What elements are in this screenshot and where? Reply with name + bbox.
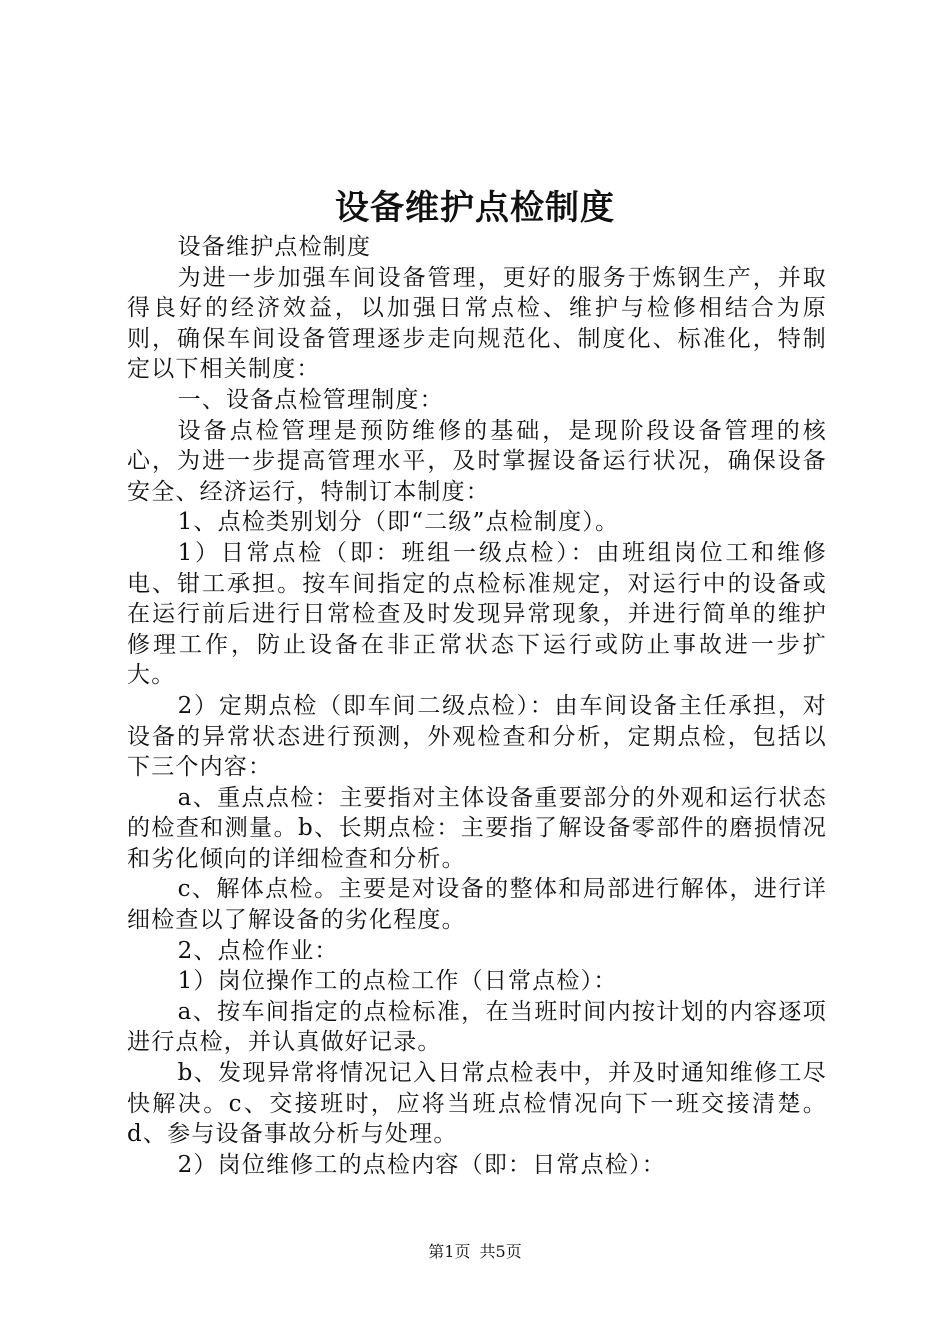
section-heading: 一、设备点检管理制度： — [177, 386, 444, 413]
page-footer — [0, 1241, 950, 1263]
paragraph: 设备维护点检制度 — [177, 234, 372, 260]
paragraph: c、解体点检。主要是对设备的整体和局部进行解体，进行详细检查以了解设备的劣化程度。 — [127, 876, 827, 934]
paragraph: 2）定期点检（即车间二级点检）：由车间设备主任承担，对设备的异常状态进行预测，外观检查和分析，定期点检，包括以下三个内容： — [127, 692, 827, 781]
paragraph: a、按车间指定的点检标准，在当班时间内按计划的内容逐项进行点检，并认真做好记录。 — [127, 998, 827, 1056]
page-number: 第1页 — [428, 1242, 471, 1261]
paragraph: 2）岗位维修工的点检内容（即：日常点检）： — [177, 1151, 666, 1178]
paragraph: 1、点检类别划分（即“二级”点检制度）。 — [177, 509, 620, 536]
document-body — [127, 232, 827, 1180]
paragraph: 1）日常点检（即：班组一级点检）：由班组岗位工和维修电、钳工承担。按车间指定的点检标准规定，对运行中的设备或在运行前后进行日常检查及时发现异常现象，并进行简单的维护修理工作，防止设备在非正常状态下运行或防止事故进一步扩大。 — [127, 539, 827, 689]
paragraph: a、重点点检：主要指对主体设备重要部分的外观和运行状态的检查和测量。b、长期点检：主要指了解设备零部件的磨损情况和劣化倾向的详细检查和分析。 — [127, 784, 827, 872]
paragraph: b、发现异常将情况记入日常点检表中，并及时通知维修工尽快解决。c、交接班时，应将当班点检情况向下一班交接清楚。d、参与设备事故分析与处理。 — [127, 1060, 827, 1148]
paragraph: 为进一步加强车间设备管理，更好的服务于炼钢生产，并取得良好的经济效益，以加强日常点检、维护与检修相结合为原则，确保车间设备管理逐步走向规范化、制度化、标准化，特制定以下相关制度： — [127, 264, 827, 383]
paragraph: 2、点检作业： — [177, 937, 339, 964]
document-title: 设备维护点检制度 — [335, 188, 615, 228]
paragraph: 1）岗位操作工的点检工作（日常点检）： — [177, 968, 618, 995]
page-total: 共5页 — [479, 1242, 522, 1261]
paragraph: 设备点检管理是预防维修的基础，是现阶段设备管理的核心，为进一步提高管理水平，及时掌握设备运行状况，确保设备安全、经济运行，特制订本制度： — [127, 417, 827, 505]
